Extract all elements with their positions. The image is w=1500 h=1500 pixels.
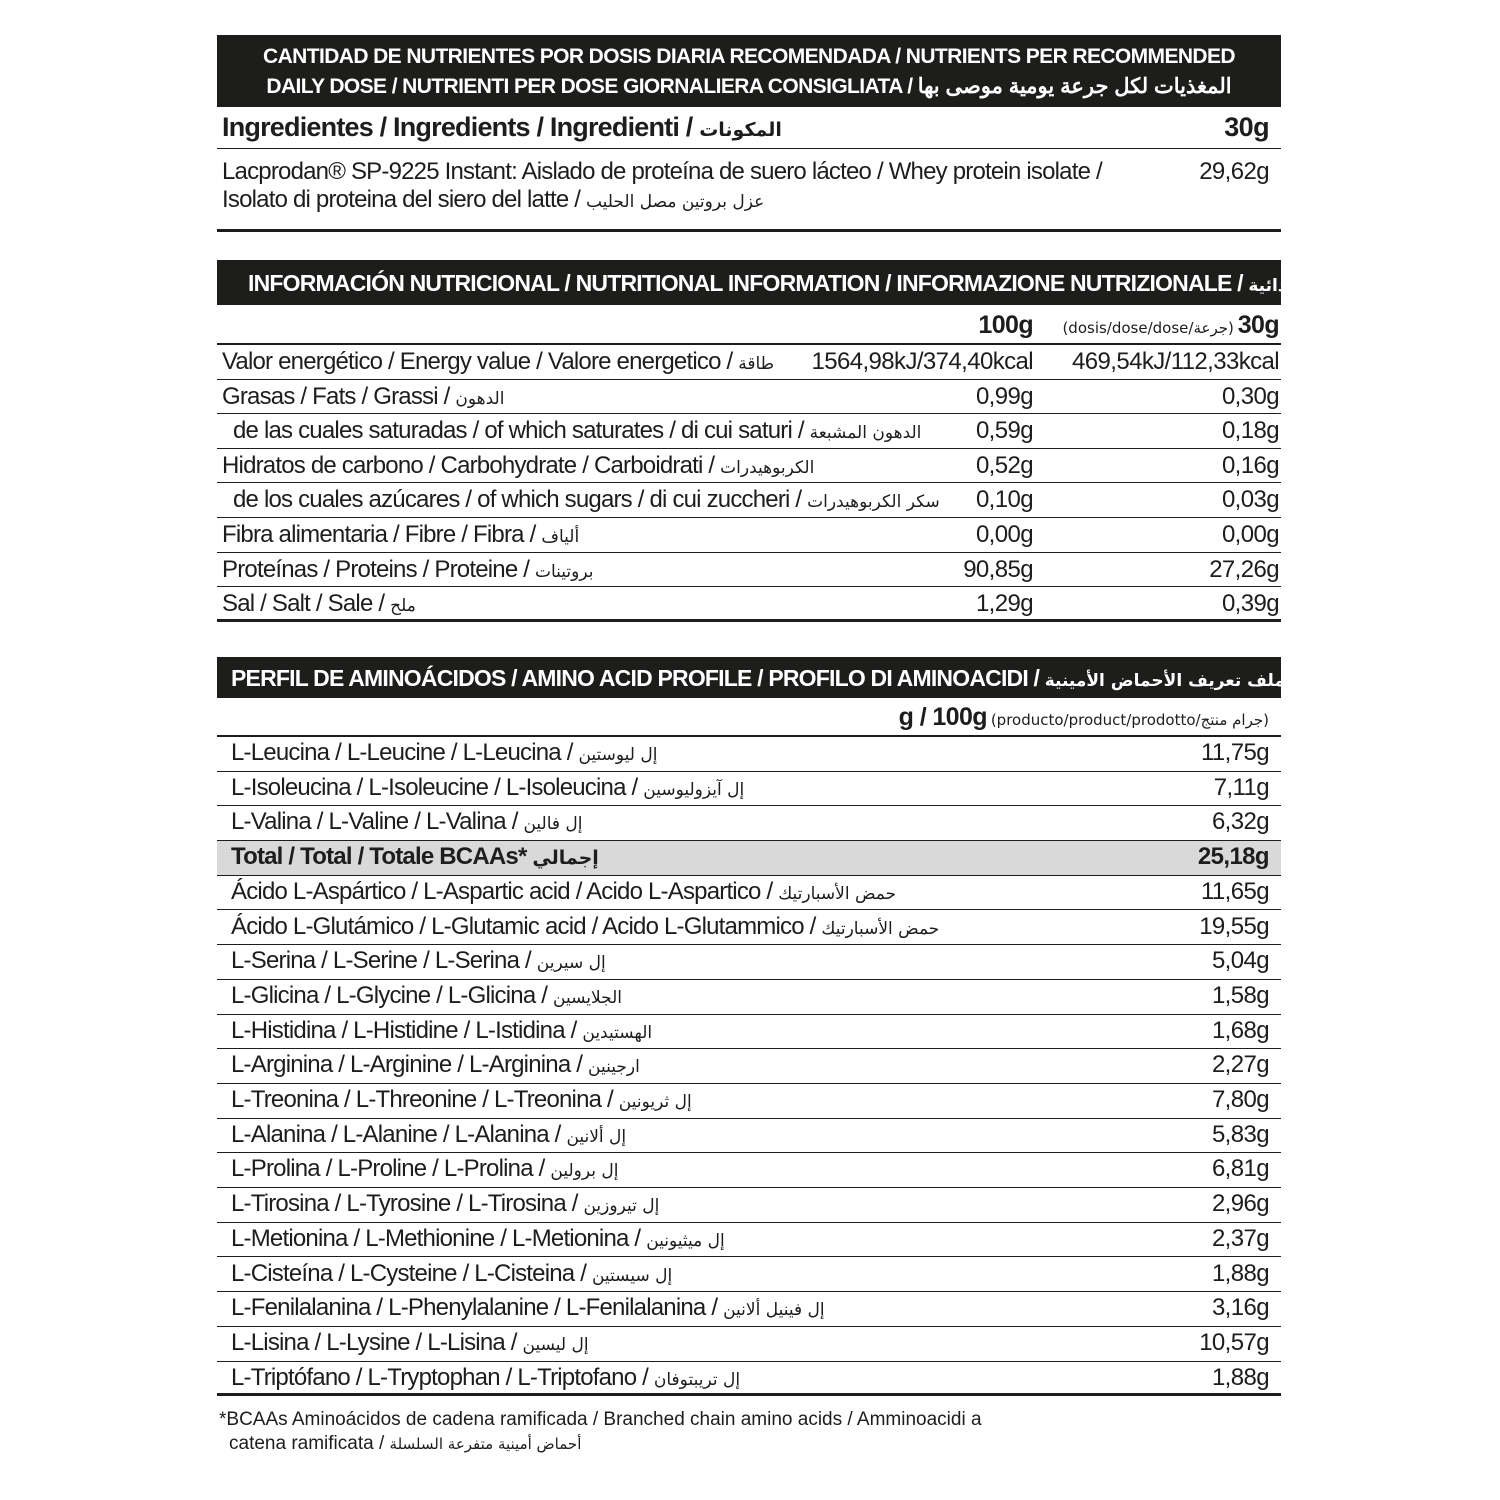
nutrition-row-value-dose: 469,54kJ/112,33kcal [1072,348,1279,375]
amino-row-label-text: L-Triptófano / L-Tryptophan / L-Triptofano / [231,1363,649,1391]
nutrition-row-label [222,383,504,411]
amino-row-value: 2,27g [1211,1051,1269,1079]
nutrition-row-label-text: Grasas / Fats / Grassi / [222,382,450,410]
amino-row-value: 6,81g [1211,1155,1269,1183]
amino-row-label-text: L-Serina / L-Serine / L-Serina / [231,947,531,975]
amino-row-label-text: L-Alanina / L-Alanine / L-Alanina / [231,1120,561,1148]
nutrition-row [217,414,1281,449]
nutrition-row-value-100g: 0,99g [975,382,1033,410]
amino-row-label [231,1155,618,1183]
amino-row-label [231,843,599,871]
ingredients-heading-text: Ingredientes / Ingredients / Ingredienti / [222,112,693,142]
amino-row [217,1188,1281,1223]
nutrition-col-100g: 100g [978,311,1033,339]
amino-row-label-ar: إل ليسين [522,1334,589,1355]
nutrition-column-headings [217,305,1281,345]
nutrition-row-label-ar: سكر الكربوهيدرات [807,492,940,513]
amino-row-label-ar: إل ثريونين [618,1092,692,1112]
nutrition-row-label [222,521,579,549]
nutrition-row-label [222,417,921,445]
amino-row-label-ar: إل سيرين [536,953,606,974]
nutrition-row-label [222,590,416,618]
amino-total-row [217,841,1281,876]
amino-row-value: 1,58g [1211,981,1269,1009]
ingredient-item-row [217,149,1281,232]
nutrition-row-value-dose: 27,26g [1209,555,1279,583]
nutrition-col-dose [1062,311,1279,340]
amino-row-label-text: L-Prolina / L-Proline / L-Prolina / [231,1155,545,1183]
amino-row-label-text: Ácido L-Glutámico / L-Glutamic acid / Acido L-Glutammico / [231,912,816,940]
dose-header-line2: DAILY DOSE / NUTRIENTI PER DOSE GIORNALIERA CONSIGLIATA / المغذيات لكل جرعة يومية موصى بها [266,75,1232,98]
amino-row-label-text: L-Arginina / L-Arginine / L-Arginina / [231,1051,583,1079]
amino-row [217,1084,1281,1119]
nutrition-row-value-100g: 1564,98kJ/374,40kcal [811,348,1033,375]
amino-row-label [231,982,622,1010]
amino-row-label-ar: إجمالي [532,847,599,870]
amino-unit-note: (producto/product/prodotto/جرام منتج) [990,711,1269,729]
amino-row-value: 5,04g [1211,947,1269,975]
footnote-line1: *BCAAs Aminoácidos de cadena ramificada / Branched chain amino acids / Amminoacidi a [219,1409,982,1430]
amino-row-label [231,913,939,941]
amino-row-label-ar: إل فالين [523,814,583,835]
dose-header [217,35,1281,107]
amino-row-label [231,1225,725,1253]
nutrition-row-label-text: Hidratos de carbono / Carbohydrate / Carboidrati / [222,451,715,479]
amino-row-value: 1,88g [1211,1363,1269,1391]
footnote-ar: أحماض أمينية متفرعة السلسلة [389,1435,582,1453]
nutrition-row-label-ar: ألياف [541,527,580,547]
nutrition-header-ar: معلومات غذائية [1248,276,1377,296]
nutrition-header-text: INFORMACIÓN NUTRICIONAL / NUTRITIONAL INFORMATION / INFORMAZIONE NUTRIZIONALE / [248,270,1243,296]
amino-row-label-ar: الهستيدين [582,1022,653,1043]
amino-row [217,1049,1281,1084]
amino-row [217,980,1281,1015]
amino-row-label-ar: ارجينين [588,1057,640,1078]
ingredients-heading [222,112,782,143]
amino-row-label-ar: إل تريبتوفان [653,1369,741,1390]
ingredient-item-line2: Isolato di proteina del siero del latte / [222,186,581,213]
amino-row-value: 7,80g [1211,1086,1269,1113]
amino-row [217,1327,1281,1362]
dose-header-line1: CANTIDAD DE NUTRIENTES POR DOSIS DIARIA RECOMENDADA / NUTRIENTS PER RECOMMENDED [263,45,1235,68]
footnote-line2: catena ramificata / [229,1433,385,1454]
amino-row-label-text: L-Cisteína / L-Cysteine / L-Cisteina / [231,1259,587,1287]
amino-row [217,1223,1281,1258]
nutrition-row-value-100g: 0,00g [975,521,1033,548]
nutrition-row [217,380,1281,415]
nutrition-row [217,483,1281,518]
amino-row-label-text: L-Glicina / L-Glycine / L-Glicina / [231,981,548,1009]
amino-row [217,911,1281,946]
amino-row-value: 7,11g [1213,773,1269,801]
nutrition-row-value-100g: 0,10g [975,486,1033,514]
nutrition-row-value-dose: 0,00g [1221,521,1279,548]
amino-row-label-text: L-Valina / L-Valine / L-Valina / [231,808,518,836]
nutrition-row-value-100g: 0,59g [975,417,1033,445]
footnote [219,1408,982,1456]
amino-row-label [231,1086,692,1114]
ingredient-item-line1: Lacprodan® SP-9225 Instant: Aislado de proteína de suero lácteo / Whey protein isolate / [222,158,1102,185]
amino-row [217,772,1281,807]
amino-row-label [231,947,606,975]
amino-row-label [231,878,896,906]
nutrition-row-label [222,556,593,584]
amino-row-label [231,1121,626,1149]
nutrition-row-label-text: Valor energético / Energy value / Valore energetico / [222,348,733,375]
amino-row [217,945,1281,980]
amino-row [217,1292,1281,1327]
amino-row-label [231,739,657,767]
ingredient-item [222,158,1102,216]
amino-header-text: PERFIL DE AMINOÁCIDOS / AMINO ACID PROFILE / PROFILO DI AMINOACIDI / [231,665,1040,691]
amino-row-label [231,808,583,836]
amino-row-value: 6,32g [1211,808,1269,836]
nutrition-row-label-ar: الدهون [455,388,505,409]
amino-row [217,1153,1281,1188]
ingredients-dose: 30g [1224,112,1269,142]
ingredients-heading-row [217,107,1281,149]
amino-row-label [231,1364,740,1392]
amino-row-label-text: L-Fenilalanina / L-Phenylalanine / L-Fenilalanina / [231,1294,718,1322]
amino-row-label-ar: إل ألانين [566,1126,627,1147]
ingredient-item-ar: عزل بروتين مصل الحليب [585,192,765,212]
amino-row-value: 3,16g [1211,1294,1269,1322]
amino-unit [899,703,1269,732]
nutrition-row-value-100g: 0,52g [975,451,1033,479]
nutrition-row-label-text: Sal / Salt / Sale / [222,590,385,618]
amino-unit-value: g / 100g [898,703,987,731]
amino-row-label [231,1190,659,1218]
amino-row-label [231,1051,640,1079]
amino-row [217,806,1281,841]
nutrition-row-value-dose: 0,30g [1221,382,1279,410]
amino-row-value: 1,68g [1211,1016,1269,1044]
amino-row-label-ar: إل سيستين [591,1265,673,1286]
ingredients-heading-ar: المكونات [699,119,782,141]
nutrition-row-value-dose: 0,03g [1221,486,1279,514]
nutrition-row-label [222,348,774,376]
nutrition-row-label-text: de los cuales azúcares / of which sugars / di cui zuccheri / [233,486,802,514]
nutrition-row [217,518,1281,553]
nutrition-row-label-text: Proteínas / Proteins / Proteine / [222,555,530,583]
amino-row-value: 11,65g [1200,877,1269,905]
amino-row-label-ar: إل فينيل ألانين [723,1300,825,1321]
nutrition-row-label-ar: الدهون المشبعة [809,423,922,444]
amino-header [217,657,1285,698]
nutrition-row-label-ar: الكربوهيدرات [720,457,815,478]
nutrition-col-dose-value: 30g [1237,311,1279,339]
ingredient-item-value: 29,62g [1199,158,1269,185]
amino-row-label-ar: إل ليوستين [578,745,658,765]
amino-row-value: 25,18g [1197,843,1269,871]
amino-row-value: 11,75g [1200,739,1269,766]
amino-row-label [231,1017,652,1045]
amino-row-value: 5,83g [1211,1120,1269,1148]
amino-row [217,876,1281,911]
amino-row-label-ar: إل آيزوليوسين [643,779,745,800]
amino-row-label-text: L-Leucina / L-Leucine / L-Leucina / [231,739,573,766]
amino-row-label-text: Total / Total / Totale BCAAs* [231,843,527,871]
amino-row-value: 2,96g [1211,1190,1269,1218]
amino-unit-row [217,698,1281,737]
nutrition-col-dose-note: (dosis/dose/dose/جرعة) [1062,319,1234,337]
amino-row-label-ar: إل برولين [550,1161,619,1182]
nutrition-row-value-100g: 90,85g [963,555,1033,583]
amino-row-label [231,1329,589,1357]
amino-row [217,737,1281,772]
nutrition-row [217,345,1281,380]
nutrition-row-label [222,486,940,514]
amino-row [217,1119,1281,1154]
nutrition-row-value-dose: 0,18g [1221,417,1279,445]
amino-row-label [231,774,744,802]
nutrition-row-label-ar: ملح [390,596,416,617]
nutrition-row-value-dose: 0,16g [1221,451,1279,479]
amino-row-label-text: L-Isoleucina / L-Isoleucine / L-Isoleucina / [231,773,638,801]
amino-row-value: 1,88g [1211,1259,1269,1287]
amino-row-label-text: L-Lisina / L-Lysine / L-Lisina / [231,1328,517,1356]
nutrition-row-label-ar: بروتينات [534,561,594,582]
amino-row-value: 2,37g [1211,1224,1269,1252]
amino-row-label [231,1294,825,1322]
nutrition-row [217,587,1281,622]
nutrition-row-value-100g: 1,29g [975,590,1033,618]
amino-row-label-ar: الجلايسين [553,987,622,1008]
amino-row-label-text: Ácido L-Aspártico / L-Aspartic acid / Acido L-Aspartico / [231,877,773,905]
amino-row [217,1015,1281,1050]
nutrition-row [217,553,1281,588]
nutrition-row-label [222,452,814,480]
amino-row-label-ar: حمض الأسبارتيك [778,883,897,904]
nutrition-row-label-ar: طاقة [738,354,775,374]
amino-row-label-ar: حمض الأسبارتيك [821,918,940,939]
amino-row-label-ar: إل تيروزين [583,1196,660,1217]
amino-row-label-text: L-Tirosina / L-Tyrosine / L-Tirosina / [231,1190,578,1218]
amino-row-label [231,1260,672,1288]
nutrition-row-label-text: Fibra alimentaria / Fibre / Fibra / [222,521,536,548]
amino-row-label-ar: إل ميثيونين [646,1230,725,1251]
amino-row [217,1362,1281,1397]
amino-row-label-text: L-Metionina / L-Methionine / L-Metionina / [231,1224,641,1252]
amino-row-label-text: L-Histidina / L-Histidine / L-Istidina / [231,1016,577,1044]
amino-row [217,1258,1281,1293]
nutrition-row-label-text: de las cuales saturadas / of which saturates / di cui saturi / [233,417,804,445]
nutrition-row [217,449,1281,484]
nutrition-row-value-dose: 0,39g [1221,590,1279,618]
amino-header-ar: ملف تعريف الأحماض الأمينية [1044,671,1285,691]
nutrition-header [217,260,1377,305]
amino-row-value: 19,55g [1199,912,1269,940]
amino-row-value: 10,57g [1199,1328,1269,1356]
amino-row-label-text: L-Treonina / L-Threonine / L-Treonina / [231,1086,613,1113]
